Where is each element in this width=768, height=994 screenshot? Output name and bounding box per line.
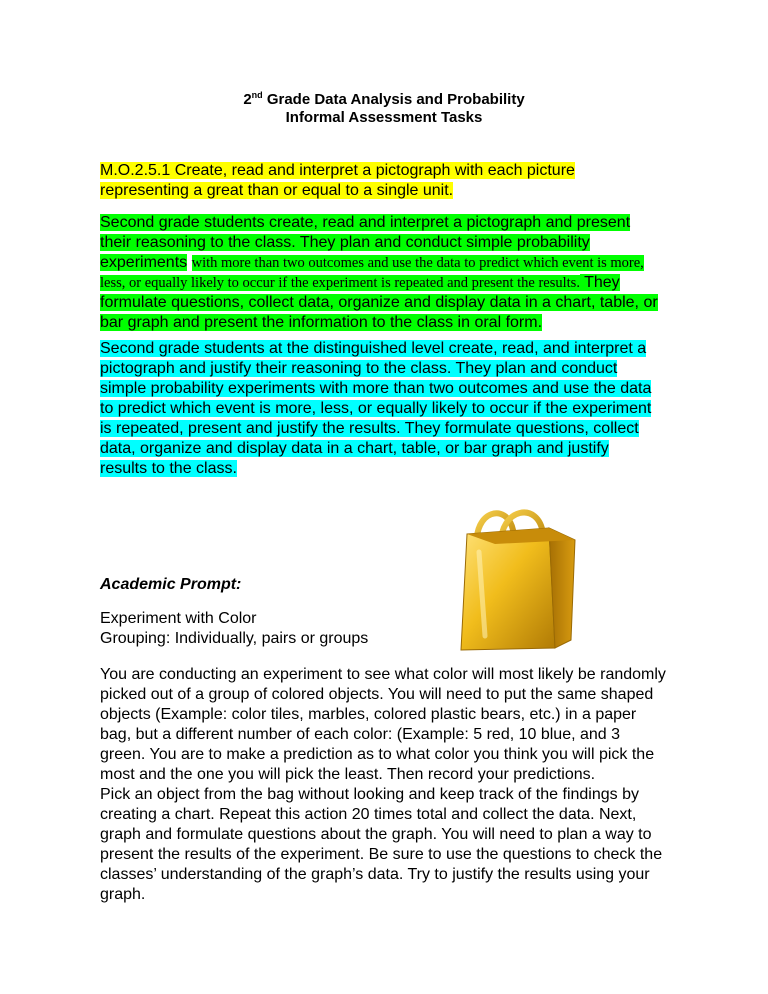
title-line-2: Informal Assessment Tasks: [285, 109, 483, 126]
proficient-text-3: They formulate questions, collect data, organize and display data in a chart, table, or bar graph and present the information to the class in oral form.: [100, 274, 658, 331]
proficient-text-1: Second grade students create, read and interpret a pictograph and present their reasoning to the class. They plan and conduct simple probability experiments: [100, 214, 631, 271]
shopping-bag-icon: [455, 504, 579, 652]
instructions-part-2: Pick an object from the bag without looking and keep track of the findings by creating a chart. Repeat this action 20 times total and collect the data. Next, graph and formulate questions about the graph. You will need to plan a way to present the results of the experiment. Be sure to use the questions to check the classes’ understanding of the graph’s data. Try to justify the results using your graph.: [100, 786, 663, 903]
academic-prompt-heading: Academic Prompt:: [100, 576, 242, 593]
standard-text: M.O.2.5.1 Create, read and interpret a pictograph with each picture representing a great than or equal to a single unit.: [100, 162, 575, 199]
experiment-title: Experiment with Color: [100, 610, 257, 627]
title-text: Grade Data Analysis and Probability: [262, 91, 525, 108]
proficient-text-2: with more than two outcomes and use the data to predict which event is more, less, or equally likely to occur if the experiment is repeated and present the results.: [100, 255, 644, 291]
title-line-1: [0, 91, 768, 109]
proficient-paragraph: [100, 213, 660, 333]
task-instructions: [100, 665, 668, 905]
distinguished-paragraph: [100, 339, 660, 479]
grade-superscript: nd: [251, 90, 263, 100]
standard-paragraph: [100, 161, 660, 201]
distinguished-text: Second grade students at the distinguished level create, read, and interpret a pictograph and justify their reasoning to the class. They plan and conduct simple probability experiments with more than two outcomes and use the data to predict which event is more, less, or equally likely to occur if the experiment is repeated, present and justify the results. They formulate questions, collect data, organize and display data in a chart, table, or bar graph and justify results to the class.: [100, 340, 652, 477]
instructions-part-1: You are conducting an experiment to see what color will most likely be randomly picked out of a group of colored objects. You will need to put the same shaped objects (Example: color tiles, marbles, colored plastic bears, etc.) in a paper bag, but a different number of each color: (Example: 5 red, 10 blue, and 3 green. You are to make a prediction as to what color you think you will pick the most and the one you will pick the least. Then record your predictions.: [100, 666, 666, 783]
experiment-info: [100, 609, 368, 649]
grouping-text: Grouping: Individually, pairs or groups: [100, 630, 369, 647]
document-title: [0, 91, 768, 127]
grade-number: 2: [243, 91, 252, 108]
